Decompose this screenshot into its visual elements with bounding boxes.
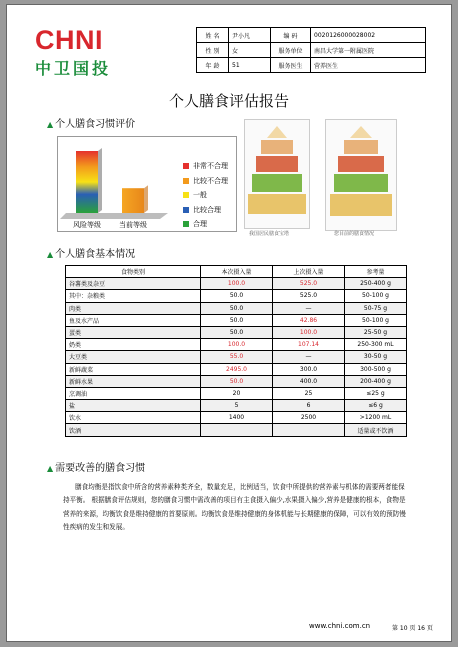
- reference-cell: 25-50 g: [345, 326, 407, 338]
- col-header-current: 本次摄入量: [201, 266, 273, 278]
- table-row: [66, 290, 407, 302]
- category-cell: 谷薯类及杂豆: [66, 278, 201, 290]
- footer-url[interactable]: www.chni.com.cn: [309, 622, 371, 630]
- previous-intake-cell: 525.0: [273, 278, 345, 290]
- current-pyramid-image: [325, 119, 397, 231]
- table-row: [66, 424, 407, 436]
- reference-cell: 250-400 g: [345, 278, 407, 290]
- previous-intake-cell: 42.86: [273, 314, 345, 326]
- previous-intake-cell: 107.14: [273, 339, 345, 351]
- section-title: 个人膳食习惯评价: [55, 119, 136, 130]
- triangle-icon: ▲: [47, 120, 54, 129]
- legend-swatch: [183, 192, 189, 198]
- previous-intake-cell: —: [273, 302, 345, 314]
- reference-cell: 适量或不饮酒: [345, 424, 407, 436]
- chart-category-label: 当前等级: [119, 221, 147, 229]
- section-title: 需要改善的膳食习惯: [55, 463, 146, 474]
- doctor-label: 服务医生: [271, 58, 311, 73]
- legend-swatch: [183, 178, 189, 184]
- col-header-category: 食物类别: [66, 266, 201, 278]
- current-intake-cell: 50.0: [201, 302, 273, 314]
- legend-swatch: [183, 163, 189, 169]
- current-intake-cell: 50.0: [201, 314, 273, 326]
- category-cell: 盐: [66, 400, 201, 412]
- food-intake-table: [65, 265, 407, 437]
- legend-label: 非常不合理: [193, 162, 228, 171]
- category-cell: 肉类: [66, 302, 201, 314]
- current-intake-cell: 50.0: [201, 326, 273, 338]
- legend-item: [183, 217, 228, 232]
- current-intake-cell: 1400: [201, 412, 273, 424]
- diet-risk-chart: [57, 136, 237, 232]
- previous-intake-cell: —: [273, 351, 345, 363]
- reference-cell: ≤6 g: [345, 400, 407, 412]
- table-row: [66, 375, 407, 387]
- unit-value: 南昌大学第一附属医院: [311, 43, 426, 58]
- table-row: [66, 412, 407, 424]
- previous-intake-cell: [273, 424, 345, 436]
- name-label: 姓 名: [197, 28, 229, 43]
- patient-info-table: [196, 27, 426, 73]
- reference-cell: 250-300 mL: [345, 339, 407, 351]
- category-cell: 奶类: [66, 339, 201, 351]
- category-cell: 新鲜蔬菜: [66, 363, 201, 375]
- table-row: [66, 400, 407, 412]
- legend-item: [183, 174, 228, 189]
- reference-cell: 30-50 g: [345, 351, 407, 363]
- col-header-previous: 上次摄入量: [273, 266, 345, 278]
- category-cell: 新鲜水果: [66, 375, 201, 387]
- previous-intake-cell: 100.0: [273, 326, 345, 338]
- chart-bar-side: [144, 185, 148, 213]
- chart-bar-current-level: [122, 188, 144, 213]
- current-intake-cell: 2495.0: [201, 363, 273, 375]
- reference-cell: >1200 mL: [345, 412, 407, 424]
- triangle-icon: ▲: [47, 250, 54, 259]
- previous-intake-cell: 300.0: [273, 363, 345, 375]
- pyramid-graphic-current: [326, 120, 396, 230]
- section-improve-habits: [47, 459, 145, 474]
- category-cell: 鱼及水产品: [66, 314, 201, 326]
- category-cell: 蛋类: [66, 326, 201, 338]
- current-intake-cell: 20: [201, 387, 273, 399]
- table-row: [66, 314, 407, 326]
- logo-sub-text: 中卫国投: [35, 59, 112, 78]
- current-intake-cell: 50.0: [201, 290, 273, 302]
- chart-category-label: 风险等级: [73, 221, 101, 229]
- advice-paragraph: 膳食均衡是指饮食中所含的营养素种类齐全，数量充足，比例适当，饮食中所提供的营养素与机体的需要两者能保持平衡。 根据膳食评估规则，您的膳食习惯中需改善的项目有主食摄入偏少,水果摄入偏少,营养是健康的根本，食物是营养的来源，均衡饮食是维持健康的首要原则。均衡饮食是维持健康的身体机能与长期健康的保障，可以有效的预防慢性疾病的发生和发展。: [63, 483, 406, 532]
- current-intake-cell: 50.0: [201, 375, 273, 387]
- age-label: 年 龄: [197, 58, 229, 73]
- reference-cell: 50-100 g: [345, 290, 407, 302]
- pyramid-caption-current: 您目前的膳食情况: [334, 231, 375, 237]
- section-habit-evaluation: [47, 115, 135, 130]
- code-value: 0020126000028002: [311, 28, 426, 43]
- logo-main-text: CHNI: [35, 25, 103, 55]
- age-value: 51: [229, 58, 271, 73]
- chart-legend: [183, 159, 228, 232]
- reference-cell: 50-75 g: [345, 302, 407, 314]
- current-intake-cell: [201, 424, 273, 436]
- legend-label: 比较不合理: [193, 176, 228, 185]
- table-row: [66, 302, 407, 314]
- legend-label: 合理: [193, 220, 207, 229]
- previous-intake-cell: 25: [273, 387, 345, 399]
- legend-swatch: [183, 221, 189, 227]
- gender-value: 女: [229, 43, 271, 58]
- pyramid-graphic: [245, 120, 309, 228]
- category-cell: 其中：杂粮类: [66, 290, 201, 302]
- chart-bar-risk-level: [76, 151, 98, 213]
- category-cell: 大豆类: [66, 351, 201, 363]
- report-page: [6, 4, 452, 642]
- reference-cell: 50-100 g: [345, 314, 407, 326]
- table-row: [66, 363, 407, 375]
- legend-item: [183, 159, 228, 174]
- doctor-value: 营养医生: [311, 58, 426, 73]
- col-header-reference: 参考量: [345, 266, 407, 278]
- name-value: 尹小凡: [229, 28, 271, 43]
- gender-label: 性 别: [197, 43, 229, 58]
- category-cell: 饮水: [66, 412, 201, 424]
- previous-intake-cell: 2500: [273, 412, 345, 424]
- section-title: 个人膳食基本情况: [55, 249, 136, 260]
- table-row: [66, 387, 407, 399]
- current-intake-cell: 100.0: [201, 278, 273, 290]
- table-row: [66, 339, 407, 351]
- previous-intake-cell: 525.0: [273, 290, 345, 302]
- current-intake-cell: 100.0: [201, 339, 273, 351]
- recommended-pyramid-image: [244, 119, 310, 229]
- reference-cell: 200-400 g: [345, 375, 407, 387]
- table-row: [66, 278, 407, 290]
- table-row: [66, 351, 407, 363]
- footer-page-number: 第 10 页 16 页: [392, 625, 433, 632]
- reference-cell: ≤25 g: [345, 387, 407, 399]
- category-cell: 烹调油: [66, 387, 201, 399]
- chni-logo: [35, 27, 111, 79]
- chart-floor: [60, 213, 168, 219]
- legend-label: 一般: [193, 191, 207, 200]
- section-diet-basics: [47, 245, 135, 260]
- report-title: 个人膳食评估报告: [168, 92, 289, 110]
- legend-swatch: [183, 207, 189, 213]
- triangle-icon: ▲: [47, 464, 54, 473]
- current-intake-cell: 5: [201, 400, 273, 412]
- reference-cell: 300-500 g: [345, 363, 407, 375]
- current-intake-cell: 55.0: [201, 351, 273, 363]
- table-row: [66, 326, 407, 338]
- code-label: 编 码: [271, 28, 311, 43]
- legend-item: [183, 188, 228, 203]
- unit-label: 服务单位: [271, 43, 311, 58]
- category-cell: 饮酒: [66, 424, 201, 436]
- chart-bar-side: [98, 148, 102, 213]
- legend-label: 比较合理: [193, 205, 221, 214]
- pyramid-caption-recommended: 我国居民膳食宝塔: [249, 231, 290, 237]
- previous-intake-cell: 400.0: [273, 375, 345, 387]
- legend-item: [183, 203, 228, 218]
- previous-intake-cell: 6: [273, 400, 345, 412]
